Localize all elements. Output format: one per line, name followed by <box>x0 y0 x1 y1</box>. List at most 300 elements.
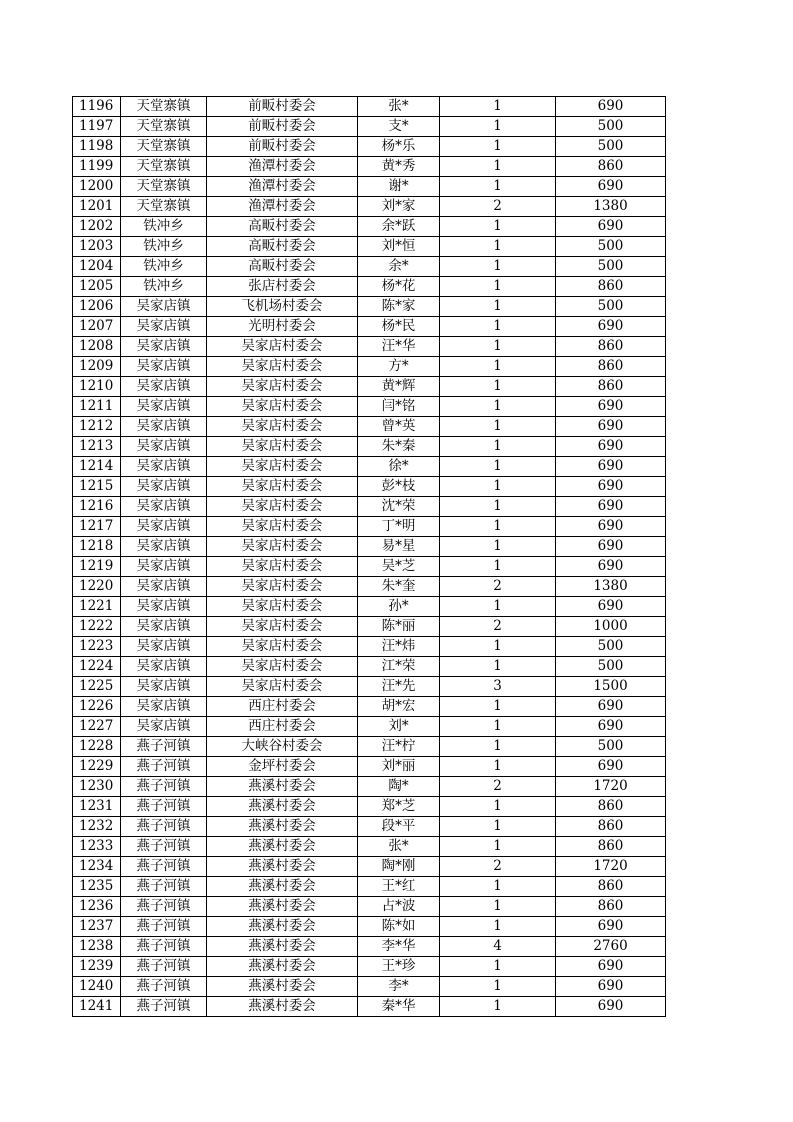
row-number-cell: 1220 <box>73 577 121 597</box>
table-row <box>73 837 666 857</box>
amount-cell: 690 <box>556 417 666 437</box>
town-cell: 吴家店镇 <box>121 437 207 457</box>
town-cell: 吴家店镇 <box>121 357 207 377</box>
row-number-cell: 1212 <box>73 417 121 437</box>
row-number-cell: 1206 <box>73 297 121 317</box>
table-row <box>73 897 666 917</box>
table-row <box>73 637 666 657</box>
table-row <box>73 757 666 777</box>
table-row <box>73 857 666 877</box>
count-cell: 1 <box>440 357 556 377</box>
town-cell: 铁冲乡 <box>121 237 207 257</box>
village-committee-cell: 燕溪村委会 <box>207 817 358 837</box>
amount-cell: 690 <box>556 497 666 517</box>
table-row <box>73 137 666 157</box>
count-cell: 1 <box>440 837 556 857</box>
town-cell: 吴家店镇 <box>121 457 207 477</box>
name-cell: 闫*铭 <box>358 397 440 417</box>
amount-cell: 690 <box>556 977 666 997</box>
row-number-cell: 1210 <box>73 377 121 397</box>
name-cell: 沈*荣 <box>358 497 440 517</box>
name-cell: 支* <box>358 117 440 137</box>
count-cell: 1 <box>440 817 556 837</box>
amount-cell: 690 <box>556 997 666 1017</box>
table-row <box>73 517 666 537</box>
village-committee-cell: 吴家店村委会 <box>207 357 358 377</box>
name-cell: 孙* <box>358 597 440 617</box>
amount-cell: 860 <box>556 877 666 897</box>
count-cell: 1 <box>440 317 556 337</box>
name-cell: 秦*华 <box>358 997 440 1017</box>
name-cell: 易*星 <box>358 537 440 557</box>
count-cell: 1 <box>440 137 556 157</box>
count-cell: 3 <box>440 677 556 697</box>
town-cell: 燕子河镇 <box>121 937 207 957</box>
row-number-cell: 1201 <box>73 197 121 217</box>
count-cell: 1 <box>440 117 556 137</box>
row-number-cell: 1204 <box>73 257 121 277</box>
row-number-cell: 1225 <box>73 677 121 697</box>
name-cell: 刘*恒 <box>358 237 440 257</box>
town-cell: 铁冲乡 <box>121 277 207 297</box>
village-committee-cell: 燕溪村委会 <box>207 877 358 897</box>
row-number-cell: 1229 <box>73 757 121 777</box>
amount-cell: 1720 <box>556 857 666 877</box>
table-row <box>73 957 666 977</box>
town-cell: 吴家店镇 <box>121 537 207 557</box>
town-cell: 燕子河镇 <box>121 917 207 937</box>
name-cell: 陈*家 <box>358 297 440 317</box>
name-cell: 占*波 <box>358 897 440 917</box>
table-row <box>73 697 666 717</box>
row-number-cell: 1200 <box>73 177 121 197</box>
table-row <box>73 297 666 317</box>
town-cell: 吴家店镇 <box>121 697 207 717</box>
town-cell: 燕子河镇 <box>121 877 207 897</box>
count-cell: 1 <box>440 337 556 357</box>
row-number-cell: 1235 <box>73 877 121 897</box>
name-cell: 方* <box>358 357 440 377</box>
town-cell: 吴家店镇 <box>121 677 207 697</box>
village-committee-cell: 吴家店村委会 <box>207 537 358 557</box>
village-committee-cell: 吴家店村委会 <box>207 517 358 537</box>
amount-cell: 860 <box>556 157 666 177</box>
amount-cell: 500 <box>556 237 666 257</box>
count-cell: 1 <box>440 377 556 397</box>
amount-cell: 690 <box>556 97 666 117</box>
town-cell: 燕子河镇 <box>121 857 207 877</box>
table-row <box>73 657 666 677</box>
name-cell: 黄*辉 <box>358 377 440 397</box>
village-committee-cell: 燕溪村委会 <box>207 837 358 857</box>
name-cell: 汪*先 <box>358 677 440 697</box>
count-cell: 1 <box>440 737 556 757</box>
village-committee-cell: 吴家店村委会 <box>207 417 358 437</box>
amount-cell: 500 <box>556 637 666 657</box>
amount-cell: 690 <box>556 177 666 197</box>
table-row <box>73 437 666 457</box>
count-cell: 1 <box>440 657 556 677</box>
row-number-cell: 1213 <box>73 437 121 457</box>
row-number-cell: 1222 <box>73 617 121 637</box>
name-cell: 王*红 <box>358 877 440 897</box>
village-committee-cell: 燕溪村委会 <box>207 857 358 877</box>
amount-cell: 690 <box>556 317 666 337</box>
village-committee-cell: 吴家店村委会 <box>207 617 358 637</box>
town-cell: 吴家店镇 <box>121 417 207 437</box>
town-cell: 燕子河镇 <box>121 817 207 837</box>
table-row <box>73 577 666 597</box>
name-cell: 余*跃 <box>358 217 440 237</box>
village-committee-cell: 吴家店村委会 <box>207 657 358 677</box>
amount-cell: 690 <box>556 477 666 497</box>
village-committee-cell: 燕溪村委会 <box>207 997 358 1017</box>
count-cell: 1 <box>440 497 556 517</box>
row-number-cell: 1226 <box>73 697 121 717</box>
count-cell: 1 <box>440 877 556 897</box>
table-row <box>73 797 666 817</box>
amount-cell: 500 <box>556 117 666 137</box>
name-cell: 汪*华 <box>358 337 440 357</box>
name-cell: 刘* <box>358 717 440 737</box>
town-cell: 燕子河镇 <box>121 957 207 977</box>
village-committee-cell: 燕溪村委会 <box>207 797 358 817</box>
village-committee-cell: 吴家店村委会 <box>207 477 358 497</box>
table-row <box>73 157 666 177</box>
town-cell: 吴家店镇 <box>121 497 207 517</box>
table-row <box>73 217 666 237</box>
amount-cell: 690 <box>556 917 666 937</box>
amount-cell: 860 <box>556 797 666 817</box>
name-cell: 刘*家 <box>358 197 440 217</box>
row-number-cell: 1239 <box>73 957 121 977</box>
village-committee-cell: 吴家店村委会 <box>207 337 358 357</box>
data-table <box>72 96 666 1017</box>
village-committee-cell: 吴家店村委会 <box>207 457 358 477</box>
village-committee-cell: 吴家店村委会 <box>207 437 358 457</box>
row-number-cell: 1232 <box>73 817 121 837</box>
village-committee-cell: 西庄村委会 <box>207 717 358 737</box>
name-cell: 陈*如 <box>358 917 440 937</box>
row-number-cell: 1211 <box>73 397 121 417</box>
name-cell: 张* <box>358 837 440 857</box>
table-row <box>73 677 666 697</box>
row-number-cell: 1215 <box>73 477 121 497</box>
amount-cell: 860 <box>556 377 666 397</box>
table-row <box>73 477 666 497</box>
amount-cell: 2760 <box>556 937 666 957</box>
village-committee-cell: 燕溪村委会 <box>207 957 358 977</box>
town-cell: 吴家店镇 <box>121 657 207 677</box>
village-committee-cell: 前畈村委会 <box>207 117 358 137</box>
row-number-cell: 1203 <box>73 237 121 257</box>
name-cell: 黄*秀 <box>358 157 440 177</box>
row-number-cell: 1236 <box>73 897 121 917</box>
amount-cell: 1380 <box>556 577 666 597</box>
town-cell: 燕子河镇 <box>121 797 207 817</box>
count-cell: 1 <box>440 297 556 317</box>
name-cell: 余* <box>358 257 440 277</box>
town-cell: 燕子河镇 <box>121 737 207 757</box>
village-committee-cell: 吴家店村委会 <box>207 577 358 597</box>
village-committee-cell: 光明村委会 <box>207 317 358 337</box>
table-row <box>73 997 666 1017</box>
table-row <box>73 817 666 837</box>
count-cell: 1 <box>440 477 556 497</box>
count-cell: 1 <box>440 537 556 557</box>
town-cell: 吴家店镇 <box>121 717 207 737</box>
name-cell: 刘*丽 <box>358 757 440 777</box>
name-cell: 徐* <box>358 457 440 477</box>
count-cell: 1 <box>440 437 556 457</box>
village-committee-cell: 吴家店村委会 <box>207 597 358 617</box>
row-number-cell: 1198 <box>73 137 121 157</box>
name-cell: 张* <box>358 97 440 117</box>
row-number-cell: 1219 <box>73 557 121 577</box>
table-row <box>73 277 666 297</box>
row-number-cell: 1209 <box>73 357 121 377</box>
amount-cell: 690 <box>556 217 666 237</box>
table-row <box>73 877 666 897</box>
table-row <box>73 497 666 517</box>
name-cell: 陶* <box>358 777 440 797</box>
village-committee-cell: 燕溪村委会 <box>207 937 358 957</box>
row-number-cell: 1233 <box>73 837 121 857</box>
table-row <box>73 977 666 997</box>
amount-cell: 500 <box>556 257 666 277</box>
count-cell: 1 <box>440 697 556 717</box>
row-number-cell: 1240 <box>73 977 121 997</box>
row-number-cell: 1197 <box>73 117 121 137</box>
name-cell: 李*华 <box>358 937 440 957</box>
table-row <box>73 937 666 957</box>
town-cell: 天堂寨镇 <box>121 157 207 177</box>
town-cell: 燕子河镇 <box>121 837 207 857</box>
town-cell: 吴家店镇 <box>121 477 207 497</box>
count-cell: 1 <box>440 757 556 777</box>
count-cell: 1 <box>440 397 556 417</box>
table-row <box>73 377 666 397</box>
village-committee-cell: 高畈村委会 <box>207 237 358 257</box>
name-cell: 杨*花 <box>358 277 440 297</box>
amount-cell: 860 <box>556 337 666 357</box>
town-cell: 吴家店镇 <box>121 617 207 637</box>
name-cell: 胡*宏 <box>358 697 440 717</box>
name-cell: 谢* <box>358 177 440 197</box>
town-cell: 燕子河镇 <box>121 757 207 777</box>
village-committee-cell: 金坪村委会 <box>207 757 358 777</box>
count-cell: 1 <box>440 457 556 477</box>
count-cell: 1 <box>440 637 556 657</box>
count-cell: 1 <box>440 177 556 197</box>
table-row <box>73 237 666 257</box>
town-cell: 吴家店镇 <box>121 517 207 537</box>
count-cell: 1 <box>440 217 556 237</box>
town-cell: 吴家店镇 <box>121 637 207 657</box>
village-committee-cell: 飞机场村委会 <box>207 297 358 317</box>
town-cell: 吴家店镇 <box>121 597 207 617</box>
table-row <box>73 397 666 417</box>
table-row <box>73 197 666 217</box>
count-cell: 1 <box>440 417 556 437</box>
count-cell: 4 <box>440 937 556 957</box>
amount-cell: 500 <box>556 737 666 757</box>
count-cell: 2 <box>440 617 556 637</box>
amount-cell: 1500 <box>556 677 666 697</box>
table-body <box>73 97 666 1017</box>
table-row <box>73 317 666 337</box>
name-cell: 陶*刚 <box>358 857 440 877</box>
village-committee-cell: 吴家店村委会 <box>207 377 358 397</box>
name-cell: 吴*芝 <box>358 557 440 577</box>
count-cell: 1 <box>440 517 556 537</box>
row-number-cell: 1205 <box>73 277 121 297</box>
village-committee-cell: 高畈村委会 <box>207 257 358 277</box>
count-cell: 1 <box>440 917 556 937</box>
village-committee-cell: 高畈村委会 <box>207 217 358 237</box>
name-cell: 汪*柠 <box>358 737 440 757</box>
village-committee-cell: 渔潭村委会 <box>207 157 358 177</box>
row-number-cell: 1221 <box>73 597 121 617</box>
amount-cell: 690 <box>556 697 666 717</box>
town-cell: 吴家店镇 <box>121 557 207 577</box>
village-committee-cell: 吴家店村委会 <box>207 497 358 517</box>
amount-cell: 690 <box>556 957 666 977</box>
name-cell: 段*平 <box>358 817 440 837</box>
amount-cell: 860 <box>556 897 666 917</box>
village-committee-cell: 吴家店村委会 <box>207 397 358 417</box>
amount-cell: 690 <box>556 517 666 537</box>
table-row <box>73 177 666 197</box>
row-number-cell: 1228 <box>73 737 121 757</box>
count-cell: 1 <box>440 97 556 117</box>
name-cell: 陈*丽 <box>358 617 440 637</box>
table-row <box>73 457 666 477</box>
row-number-cell: 1196 <box>73 97 121 117</box>
table-row <box>73 737 666 757</box>
table-row <box>73 417 666 437</box>
row-number-cell: 1224 <box>73 657 121 677</box>
row-number-cell: 1237 <box>73 917 121 937</box>
town-cell: 天堂寨镇 <box>121 117 207 137</box>
count-cell: 2 <box>440 857 556 877</box>
row-number-cell: 1241 <box>73 997 121 1017</box>
table-row <box>73 537 666 557</box>
name-cell: 丁*明 <box>358 517 440 537</box>
count-cell: 2 <box>440 777 556 797</box>
amount-cell: 860 <box>556 357 666 377</box>
town-cell: 燕子河镇 <box>121 977 207 997</box>
amount-cell: 1000 <box>556 617 666 637</box>
table-row <box>73 337 666 357</box>
row-number-cell: 1227 <box>73 717 121 737</box>
village-committee-cell: 前畈村委会 <box>207 137 358 157</box>
amount-cell: 860 <box>556 837 666 857</box>
count-cell: 1 <box>440 797 556 817</box>
village-committee-cell: 吴家店村委会 <box>207 677 358 697</box>
table-row <box>73 557 666 577</box>
row-number-cell: 1216 <box>73 497 121 517</box>
count-cell: 1 <box>440 237 556 257</box>
village-committee-cell: 燕溪村委会 <box>207 777 358 797</box>
town-cell: 吴家店镇 <box>121 377 207 397</box>
amount-cell: 690 <box>556 597 666 617</box>
amount-cell: 690 <box>556 457 666 477</box>
count-cell: 1 <box>440 957 556 977</box>
count-cell: 1 <box>440 997 556 1017</box>
amount-cell: 690 <box>556 437 666 457</box>
row-number-cell: 1231 <box>73 797 121 817</box>
town-cell: 燕子河镇 <box>121 777 207 797</box>
town-cell: 天堂寨镇 <box>121 137 207 157</box>
amount-cell: 500 <box>556 297 666 317</box>
village-committee-cell: 张店村委会 <box>207 277 358 297</box>
amount-cell: 1380 <box>556 197 666 217</box>
name-cell: 杨*乐 <box>358 137 440 157</box>
name-cell: 郑*芝 <box>358 797 440 817</box>
name-cell: 李* <box>358 977 440 997</box>
village-committee-cell: 燕溪村委会 <box>207 977 358 997</box>
table-row <box>73 617 666 637</box>
row-number-cell: 1214 <box>73 457 121 477</box>
table-row <box>73 357 666 377</box>
count-cell: 1 <box>440 977 556 997</box>
amount-cell: 690 <box>556 757 666 777</box>
row-number-cell: 1208 <box>73 337 121 357</box>
count-cell: 1 <box>440 717 556 737</box>
village-committee-cell: 前畈村委会 <box>207 97 358 117</box>
town-cell: 铁冲乡 <box>121 257 207 277</box>
count-cell: 1 <box>440 557 556 577</box>
count-cell: 1 <box>440 257 556 277</box>
town-cell: 吴家店镇 <box>121 397 207 417</box>
row-number-cell: 1207 <box>73 317 121 337</box>
village-committee-cell: 燕溪村委会 <box>207 917 358 937</box>
row-number-cell: 1202 <box>73 217 121 237</box>
village-committee-cell: 渔潭村委会 <box>207 197 358 217</box>
count-cell: 1 <box>440 597 556 617</box>
name-cell: 汪*炜 <box>358 637 440 657</box>
amount-cell: 690 <box>556 537 666 557</box>
row-number-cell: 1230 <box>73 777 121 797</box>
town-cell: 天堂寨镇 <box>121 97 207 117</box>
table-row <box>73 597 666 617</box>
table-row <box>73 257 666 277</box>
village-committee-cell: 燕溪村委会 <box>207 897 358 917</box>
row-number-cell: 1218 <box>73 537 121 557</box>
table-row <box>73 777 666 797</box>
village-committee-cell: 渔潭村委会 <box>207 177 358 197</box>
count-cell: 1 <box>440 897 556 917</box>
town-cell: 铁冲乡 <box>121 217 207 237</box>
name-cell: 曾*英 <box>358 417 440 437</box>
amount-cell: 690 <box>556 717 666 737</box>
row-number-cell: 1217 <box>73 517 121 537</box>
village-committee-cell: 吴家店村委会 <box>207 557 358 577</box>
town-cell: 吴家店镇 <box>121 297 207 317</box>
count-cell: 2 <box>440 577 556 597</box>
amount-cell: 860 <box>556 277 666 297</box>
table-row <box>73 97 666 117</box>
amount-cell: 690 <box>556 557 666 577</box>
name-cell: 杨*民 <box>358 317 440 337</box>
table-row <box>73 117 666 137</box>
row-number-cell: 1223 <box>73 637 121 657</box>
name-cell: 江*荣 <box>358 657 440 677</box>
town-cell: 吴家店镇 <box>121 577 207 597</box>
row-number-cell: 1199 <box>73 157 121 177</box>
count-cell: 2 <box>440 197 556 217</box>
